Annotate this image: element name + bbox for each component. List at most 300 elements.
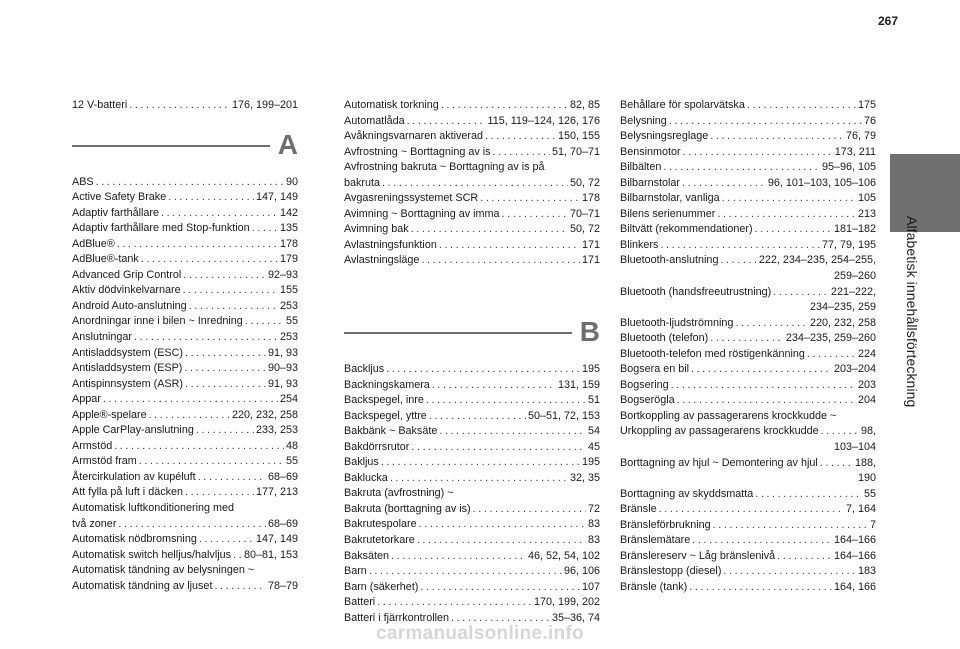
dot-leader [723,564,856,580]
entry-term: Advanced Grip Control [72,268,182,281]
entry-pages: 48 [285,439,298,452]
index-entry [620,502,876,518]
index-entry [72,330,298,346]
index-entry [72,314,298,330]
dot-leader [821,424,859,440]
index-entry [344,471,600,487]
index-entry [72,517,298,533]
index-entry [620,238,876,254]
entry-term-line: Bortkoppling av passagerarens krockkudde ~ [620,409,837,422]
index-entry [344,440,600,456]
entry-term: Bilbarnstolar [620,176,681,189]
dot-leader [407,114,486,130]
dot-leader [671,378,856,394]
column-entries [620,98,876,596]
index-entry [344,145,600,161]
entry-term: Backljus [344,363,385,376]
index-entry [344,580,600,596]
section-rule [72,145,270,147]
entry-pages: 72 [587,502,600,515]
index-entry [344,362,600,378]
entry-pages: 179 [279,253,298,266]
entry-term: Anordningar inne i bilen ~ Inredning [72,315,243,328]
entry-term: två zoner [72,517,117,530]
index-entry [344,238,600,254]
entry-pages: 83 [587,518,600,531]
index-entry [620,316,876,332]
dot-leader [252,221,278,237]
index-entry [344,409,600,425]
dot-leader [669,114,862,130]
index-entry [72,346,298,362]
entry-pages: 254 [279,393,298,406]
section-rule [344,332,572,334]
entry-pages: 51 [587,394,600,407]
entry-pages: 224 [857,347,876,360]
index-entry [344,222,600,238]
entry-term: Automatisk tändning av ljuset [72,579,213,592]
index-entry [620,424,876,440]
entry-term: Antispinnsystem (ASR) [72,377,184,390]
section-letter: A [277,128,298,160]
entry-pages: 76, 79 [845,130,876,143]
index-entry [72,221,298,237]
index-entry [620,98,876,114]
dot-leader [710,331,784,347]
dot-leader [502,207,568,223]
entry-term: Armstöd [72,439,113,452]
entry-term: Bakbänk ~ Baksäte [344,425,438,438]
entry-pages: 147, 149 [255,533,298,546]
entry-pages: 195 [581,456,600,469]
dot-leader [183,283,278,299]
entry-term: Avgasreningssystemet SCR [344,192,479,205]
column-entries [72,175,298,595]
index-entry [344,595,600,611]
entry-term: bakruta [344,176,381,189]
column-entries-top [72,98,298,114]
index-entry [344,549,600,565]
entry-pages: 155 [279,284,298,297]
dot-leader [691,362,832,378]
entry-pages: 90–93 [267,362,298,375]
entry-term: Avimning bak [344,223,409,236]
dot-leader [185,485,254,501]
entry-term: Avlastningsfunktion [344,238,437,251]
entry-pages: 164–166 [833,534,876,547]
entry-pages: 204 [857,394,876,407]
index-entry [620,191,876,207]
index-entry [72,439,298,455]
dot-leader [439,424,586,440]
dot-leader [473,502,586,518]
entry-pages: 68–69 [267,470,298,483]
entry-term: Belysningsreglage [620,130,709,143]
dot-leader [432,378,556,394]
entry-pages: 220, 232, 258 [809,316,876,329]
index-entry [344,393,600,409]
entry-term: Bluetooth-telefon med röstigenkänning [620,347,805,360]
index-entry [344,114,600,130]
entry-term: Återcirkulation av kupéluft [72,470,196,483]
page-number: 267 [877,14,899,28]
index-entry [72,423,298,439]
dot-leader [411,440,586,456]
entry-term: Bluetooth (handsfreeutrustning) [620,285,772,298]
entry-term-line: Automatisk luftkonditionering med [72,502,235,515]
entry-term: Bränslereserv ~ Låg bränslenivå [620,549,776,562]
entry-term: Adaptiv farthållare [72,206,160,219]
entry-pages: 176, 199–201 [231,99,298,111]
entry-term: Bränsle (tank) [620,580,688,593]
entry-term: Baksäten [344,549,390,562]
dot-leader [426,393,586,409]
index-entry [344,207,600,223]
index-entry [344,378,600,394]
dot-leader [391,549,526,565]
index-entry [620,580,876,596]
entry-term: Apple®-spelare [72,408,147,421]
entry-pages: 195 [581,363,600,376]
index-entry [620,129,876,145]
entry-term: Belysning [620,114,667,127]
entry-pages: 171 [581,254,600,267]
dot-leader [683,145,833,161]
entry-pages: 173, 211 [834,145,876,158]
entry-term: Borttagning av skyddsmatta [620,487,754,500]
index-entry [620,207,876,223]
dot-leader [118,517,266,533]
index-entry [72,206,298,222]
dot-leader [184,361,266,377]
index-entry [72,268,298,284]
entry-pages: 55 [863,487,876,500]
entry-term: Biltvätt (rekommendationer) [620,223,753,236]
entry-term: Automatlåda [344,114,405,127]
entry-pages: 164–166 [833,549,876,562]
entry-term: Baklucka [344,471,388,484]
entry-term: Bilbälten [620,161,662,174]
entry-term: Bensinmotor [620,145,681,158]
entry-pages: 234–235, 259–260 [785,332,876,345]
dot-leader [139,454,284,470]
entry-pages: 115, 119–124, 126, 176 [487,114,600,127]
index-entry [620,362,876,378]
entry-pages-continued: 103–104 [833,441,876,454]
entry-pages: 181–182 [833,223,876,236]
index-entry [344,424,600,440]
entry-pages: 233, 253 [255,424,298,437]
entry-pages: 222, 234–235, 254–255, [758,254,876,267]
index-entry [72,377,298,393]
column-entries [344,362,600,626]
entry-term: Adaptiv farthållare med Stop-funktion [72,222,250,235]
watermark: carmanualsonline.info [376,623,584,644]
index-entry [344,129,600,145]
entry-term: Behållare för spolarvätska [620,99,745,111]
entry-pages-continued: 190 [857,472,876,485]
dot-leader [493,145,550,161]
entry-pages: 203 [857,378,876,391]
entry-pages: 91, 93 [267,346,298,359]
index-entry [620,285,876,301]
entry-term: Backspegel, yttre [344,409,427,422]
dot-leader [419,517,586,533]
entry-term: Bränsleförbrukning [620,518,711,531]
index-entry [344,176,600,192]
dot-leader [717,207,856,223]
dot-leader [735,316,808,332]
index-entry [620,393,876,409]
entry-term: Bilens serienummer [620,207,716,220]
entry-term: Bluetooth-anslutning [620,254,719,267]
index-entry [620,518,876,534]
dot-leader [117,237,278,253]
entry-pages: 54 [587,425,600,438]
index-entry [620,487,876,503]
entry-pages: 96, 101–103, 105–106 [767,176,876,189]
entry-pages: 50, 72 [569,176,600,189]
entry-term-line: Automatisk tändning av belysningen ~ [72,564,255,577]
entry-pages: 7, 164 [845,503,876,516]
entry-term: Backningskamera [344,378,430,391]
index-entry [72,579,298,595]
dot-leader [196,423,254,439]
index-entry [620,114,876,130]
entry-pages: 147, 149 [255,191,298,204]
index-entry [72,190,298,206]
dot-leader [713,518,868,534]
section-header-b [344,315,600,362]
entry-pages: 253 [279,331,298,344]
entry-term: Bogsering [620,378,669,391]
entry-pages-continued: 259–260 [833,270,876,283]
dot-leader [149,408,230,424]
entry-pages: 77, 79, 195 [821,238,876,251]
index-entry [620,222,876,238]
dot-leader [161,206,278,222]
entry-term: AdBlue® [72,237,115,250]
dot-leader [441,98,568,114]
entry-pages: 95–96, 105 [821,161,876,174]
entry-pages: 55 [285,455,298,468]
entry-term: Blinkers [620,238,659,251]
entry-pages: 90 [285,175,298,188]
entry-term: Apple CarPlay-anslutning [72,424,194,437]
entry-term: Active Safety Brake [72,191,167,204]
entry-pages: 131, 159 [557,378,600,391]
dot-leader [777,549,832,565]
index-entry [72,252,298,268]
entry-term: 12 V-batteri [72,99,128,111]
index-entry [72,175,298,191]
entry-pages: 91, 93 [267,377,298,390]
entry-pages: 32, 35 [569,471,600,484]
dot-leader [820,456,853,472]
entry-pages: 68–69 [267,517,298,530]
dot-leader [747,98,856,114]
index-entry [72,392,298,408]
index-entry [620,253,876,269]
entry-pages: 92–93 [267,268,298,281]
entry-pages: 171 [581,238,600,251]
index-column-3 [620,98,876,596]
section-letter: B [579,316,600,348]
dot-leader [755,222,832,238]
index-entry [72,548,298,564]
entry-pages: 82, 85 [569,99,600,111]
dot-leader [411,222,568,238]
index-entry [72,361,298,377]
entry-pages-continued: 234–235, 259 [809,301,876,314]
dot-leader [421,253,580,269]
entry-pages: 213 [857,207,876,220]
entry-term: Batteri i fjärrkontrollen [344,611,450,624]
entry-pages: 170, 199, 202 [533,596,600,609]
entry-term-line: Bakruta (avfrostning) ~ [344,487,454,500]
entry-pages: 98, [860,425,876,438]
dot-leader [722,191,856,207]
entry-term: AdBlue®-tank [72,253,139,266]
dot-leader [245,314,284,330]
entry-pages: 220, 232, 258 [231,408,298,421]
entry-term: Automatisk nödbromsning [72,533,197,546]
dot-leader [189,299,278,315]
entry-term: Avlastningsläge [344,254,420,267]
entry-term: Backspegel, inre [344,394,424,407]
entry-term: Barn [344,565,367,578]
dot-leader [96,175,284,191]
dot-leader [168,190,254,206]
entry-term: Antisladdsystem (ESP) [72,362,183,375]
entry-term: Borttagning av hjul ~ Demontering av hjul [620,456,818,469]
dot-leader [214,579,266,595]
entry-pages: 183 [857,565,876,578]
entry-pages: 70–71 [569,207,600,220]
entry-term: Antisladdsystem (ESC) [72,346,184,359]
dot-leader [485,129,556,145]
side-title: Alfabetisk innehållsförteckning [904,216,920,408]
dot-leader [710,129,844,145]
dot-leader [198,470,266,486]
entry-term: Appar [72,393,101,406]
entry-pages: 96, 106 [563,565,600,578]
entry-pages: 80–81, 153 [243,548,298,561]
index-entry [72,299,298,315]
dot-leader [134,330,278,346]
index-entry [620,378,876,394]
entry-pages: 45 [587,440,600,453]
index-entry [72,98,298,114]
index-entry [344,517,600,533]
entry-term: Bluetooth (telefon) [620,332,709,345]
dot-leader [807,347,856,363]
dot-leader [429,409,526,425]
entry-term: Avåkningsvarnaren aktiverad [344,130,484,143]
entry-pages: 253 [279,299,298,312]
dot-leader [420,580,580,596]
index-entry [72,532,298,548]
dot-leader [439,238,580,254]
entry-pages: 107 [581,580,600,593]
index-entry [620,533,876,549]
entry-pages: 50, 72 [569,223,600,236]
dot-leader [660,238,820,254]
dot-leader [185,346,266,362]
dot-leader [417,533,586,549]
entry-term: Batteri [344,596,376,609]
index-entry [620,347,876,363]
entry-pages: 178 [279,237,298,250]
dot-leader [199,532,254,548]
index-entry [620,145,876,161]
dot-leader [369,564,562,580]
index-entry [72,485,298,501]
entry-term: Barn (säkerhet) [344,580,419,593]
entry-pages: 203–204 [833,363,876,376]
dot-leader [103,392,278,408]
entry-pages: 188, [854,456,876,469]
entry-pages: 164, 166 [833,580,876,593]
dot-leader [233,548,242,564]
index-entry [620,331,876,347]
entry-pages: 135 [279,222,298,235]
entry-pages: 35–36, 74 [551,611,600,624]
dot-leader [773,285,829,301]
index-entry [72,408,298,424]
entry-term: Bränslestopp (diesel) [620,565,722,578]
index-column-2 [344,98,600,626]
entry-term: Bogserögla [620,394,675,407]
entry-term: Bakljus [344,456,379,469]
entry-term: Anslutningar [72,331,133,344]
dot-leader [185,377,266,393]
entry-pages: 50–51, 72, 153 [527,409,600,422]
index-entry [72,237,298,253]
dot-leader [141,252,278,268]
dot-leader [386,362,580,378]
index-entry [344,455,600,471]
section-tab [890,154,960,232]
index-entry [620,549,876,565]
entry-pages: 55 [285,315,298,328]
entry-term: Avfrostning ~ Borttagning av is [344,145,491,158]
entry-term: Automatisk torkning [344,99,439,111]
entry-term: Bakrutespolare [344,518,417,531]
entry-term: Bilbarnstolar, vanliga [620,192,720,205]
index-entry [344,191,600,207]
entry-pages: 83 [587,534,600,547]
dot-leader [480,191,580,207]
dot-leader [659,502,844,518]
entry-term: Automatisk switch helljus/halvljus [72,548,232,561]
entry-pages: 7 [869,518,876,531]
dot-leader [755,487,862,503]
entry-pages: 177, 213 [255,486,298,499]
entry-term: Android Auto-anslutning [72,299,187,312]
dot-leader [689,580,832,596]
dot-leader [663,160,820,176]
index-entry [72,470,298,486]
entry-term: Avimning ~ Borttagning av imma [344,207,500,220]
entry-term: Bakdörrsrutor [344,440,410,453]
entry-pages: 178 [581,192,600,205]
dot-leader [720,253,756,269]
dot-leader [677,393,856,409]
index-entry [344,98,600,114]
entry-pages: 175 [857,99,876,111]
entry-term: Aktiv dödvinkelvarnare [72,284,181,297]
